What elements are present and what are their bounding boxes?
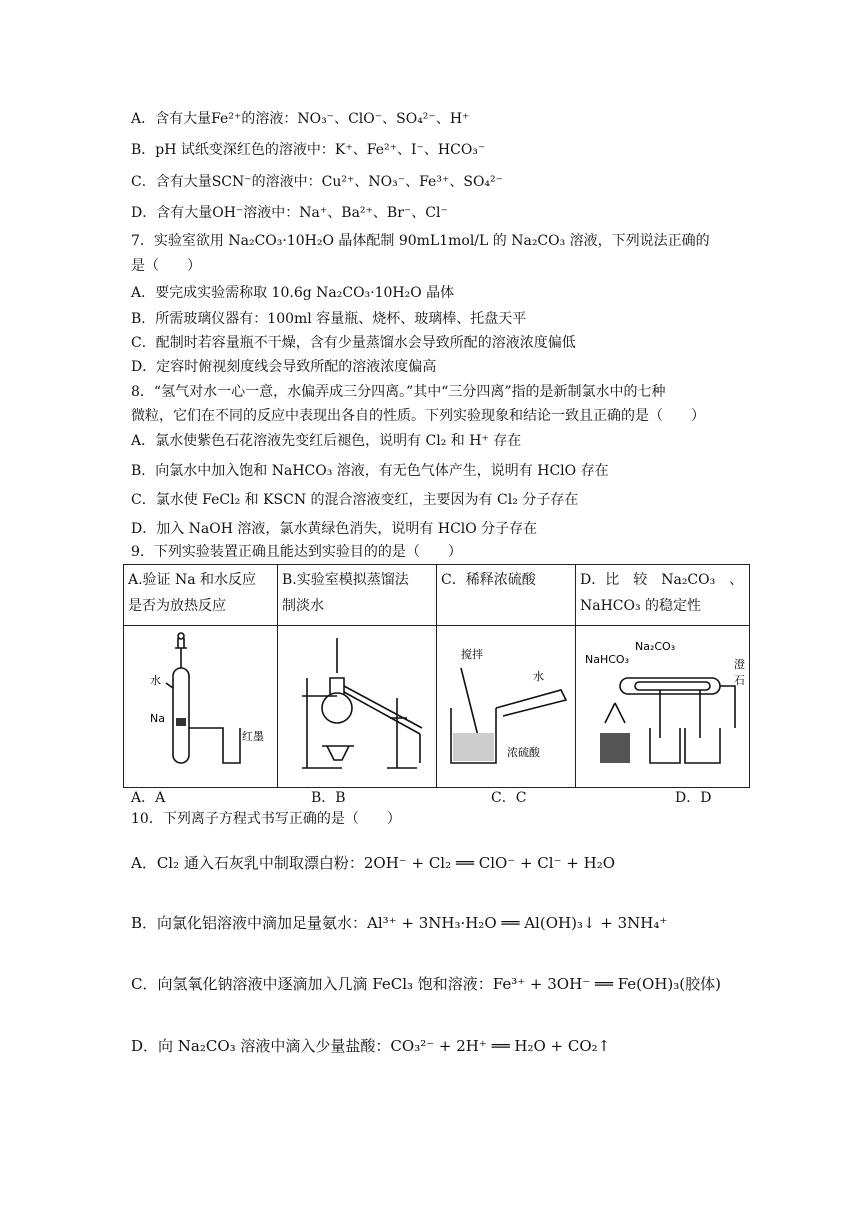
q9-header-b: B.实验室模拟蒸馏法 制淡水 xyxy=(278,565,437,626)
q10-stem: 10．下列离子方程式书写正确的是（ ） xyxy=(131,811,401,827)
q9-image-a xyxy=(124,626,278,788)
label-water: 水 xyxy=(150,674,161,687)
label-stir: 搅拌 xyxy=(461,648,483,661)
q8-option-c: C．氯水使 FeCl₂ 和 KSCN 的混合溶液变红，主要因为有 Cl₂ 分子存在 xyxy=(131,492,579,508)
q6-option-d: D．含有大量OH⁻溶液中：Na⁺、Ba²⁺、Br⁻、Cl⁻ xyxy=(131,205,448,221)
q9-option-d: D．D xyxy=(675,790,712,806)
q8-option-a: A．氯水使紫色石花溶液先变红后褪色，说明有 Cl₂ 和 H⁺ 存在 xyxy=(131,433,522,449)
q9-header-c: C．稀释浓硫酸 xyxy=(437,565,576,626)
q9-option-a: A．A xyxy=(131,790,166,806)
apparatus-b-drawing xyxy=(282,628,432,778)
label-na: Na xyxy=(150,712,165,725)
q8-stem-line2: 微粒，它们在不同的反应中表现出各自的性质。下列实验现象和结论一致且正确的是（ ） xyxy=(131,408,705,424)
q7-option-a: A．要完成实验需称取 10.6g Na₂CO₃·10H₂O 晶体 xyxy=(131,285,455,301)
q9-image-b xyxy=(278,626,437,788)
q8-option-b: B．向氯水中加入饱和 NaHCO₃ 溶液，有无色气体产生，说明有 HClO 存在 xyxy=(131,463,609,479)
q7-stem-line1: 7．实验室欲用 Na₂CO₃·10H₂O 晶体配制 90mL1mol/L 的 Na₂CO₃ 溶液，下列说法正确的 xyxy=(131,233,710,249)
label-nahco3: NaHCO₃ xyxy=(585,653,629,666)
label-water-c: 水 xyxy=(533,670,544,683)
q7-option-d: D．定容时俯视刻度线会导致所配的溶液浓度偏高 xyxy=(131,359,437,375)
q6-option-c: C．含有大量SCN⁻的溶液中：Cu²⁺、NO₃⁻、Fe³⁺、SO₄²⁻ xyxy=(131,174,504,190)
q6-option-b: B．pH 试纸变深红色的溶液中：K⁺、Fe²⁺、I⁻、HCO₃⁻ xyxy=(131,142,486,158)
q10-option-a: A．Cl₂ 通入石灰乳中制取漂白粉：2OH⁻ + Cl₂ ══ ClO⁻ + Cl⁻ + H₂O xyxy=(131,854,616,872)
apparatus-d-drawing xyxy=(580,628,745,778)
q9-image-c xyxy=(437,626,576,788)
label-red-ink: 红墨 xyxy=(242,730,264,743)
q6-option-a: A．含有大量Fe²⁺的溶液：NO₃⁻、ClO⁻、SO₄²⁻、H⁺ xyxy=(131,111,470,127)
label-right-1: 澄 xyxy=(734,658,745,671)
label-na2co3: Na₂CO₃ xyxy=(635,640,676,653)
q9-image-d xyxy=(576,626,750,788)
q9-option-c: C．C xyxy=(491,790,527,806)
q7-option-c: C．配制时若容量瓶不干燥，含有少量蒸馏水会导致所配的溶液浓度偏低 xyxy=(131,335,576,351)
q7-stem-line2: 是（ ） xyxy=(131,258,201,274)
q8-stem-line1: 8．“氢气对水一心一意，水偏弄成三分四离。”其中“三分四离”指的是新制氯水中的七种 xyxy=(131,384,666,400)
q10-option-b: B．向氯化铝溶液中滴加足量氨水：Al³⁺ + 3NH₃·H₂O ══ Al(OH)₃↓ + 3NH₄⁺ xyxy=(131,914,668,932)
label-conc-acid: 浓硫酸 xyxy=(507,746,540,759)
q7-option-b: B．所需玻璃仪器有：100ml 容量瓶、烧杯、玻璃棒、托盘天平 xyxy=(131,311,527,327)
apparatus-c-drawing xyxy=(441,628,571,778)
q10-option-c: C．向氢氧化钠溶液中逐滴加入几滴 FeCl₃ 饱和溶液：Fe³⁺ + 3OH⁻ ══ Fe(OH)₃(胶体) xyxy=(131,975,721,993)
apparatus-a-drawing xyxy=(128,628,273,778)
q10-option-d: D．向 Na₂CO₃ 溶液中滴入少量盐酸：CO₃²⁻ + 2H⁺ ══ H₂O + CO₂↑ xyxy=(131,1037,611,1055)
q9-header-d: D．比 较 Na₂CO₃ 、 NaHCO₃ 的稳定性 xyxy=(576,565,750,626)
q8-option-d: D．加入 NaOH 溶液，氯水黄绿色消失，说明有 HClO 分子存在 xyxy=(131,521,538,537)
label-right-2: 石 xyxy=(734,674,745,687)
q9-apparatus-table xyxy=(123,564,750,788)
q9-header-a: A.验证 Na 和水反应 是否为放热反应 xyxy=(124,565,278,626)
q9-stem: 9．下列实验装置正确且能达到实验目的的是（ ） xyxy=(131,544,462,560)
q9-option-b: B．B xyxy=(311,790,346,806)
